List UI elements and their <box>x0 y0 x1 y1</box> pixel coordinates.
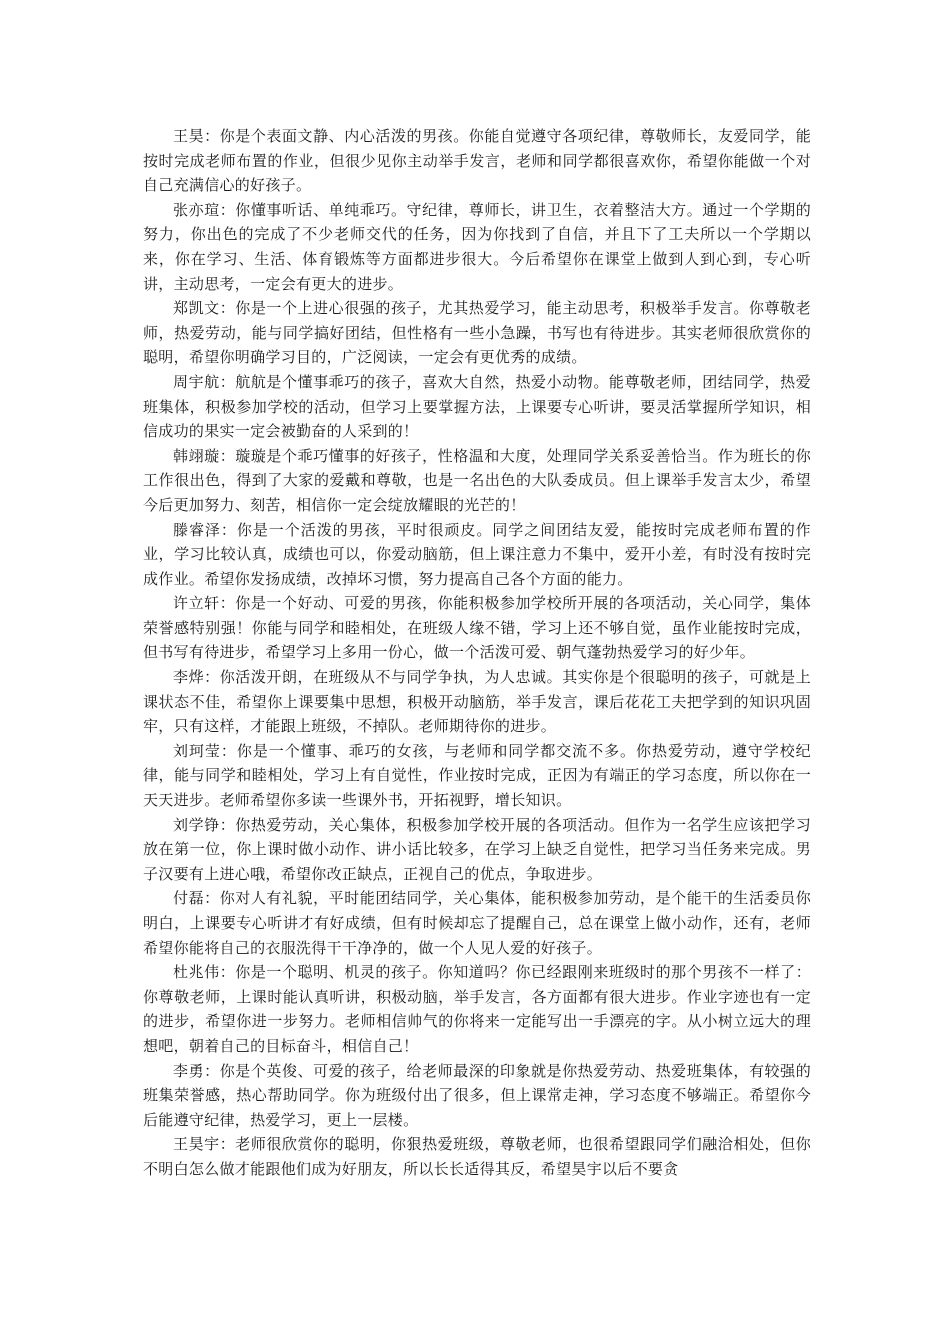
comment-text: 你是个表面文静、内心活泼的男孩。你能自觉遵守各项纪律，尊敬师长，友爱同学，能按时完成老师布置的作业，但很少见你主动举手发言，老师和同学都很喜欢你，希望你能做一个对自己充满信心的好孩子。 <box>143 127 811 195</box>
comment-text: 你是一个懂事、乖巧的女孩，与老师和同学都交流不多。你热爱劳动，遵守学校纪律，能与同学和睦相处，学习上有自觉性，作业按时完成，正因为有端正的学习态度，所以你在一天天进步。老师希望你多读一些课外书，开拓视野，增长知识。 <box>143 741 811 810</box>
comment-text: 你是一个聪明、机灵的孩子。你知道吗？你已经跟刚来班级时的那个男孩不一样了：你尊敬老师，上课时能认真听讲，积极动脑，举手发言，各方面都有很大进步。作业字迹也有一定的进步，希望你进一步努力。老师相信帅气的你将来一定能写出一手漂亮的字。从小树立远大的理想吧，朝着自己的目标奋斗，相信自己！ <box>143 963 811 1055</box>
comment-text: 航航是个懂事乖巧的孩子，喜欢大自然，热爱小动物。能尊敬老师，团结同学，热爱班集体，积极参加学校的活动，但学习上要掌握方法，上课要专心听讲，要灵活掌握所学知识，相信成功的果实一定会被勤奋的人采到的！ <box>143 372 811 441</box>
comment-paragraph: 张亦瑄：你懂事听话、单纯乖巧。守纪律，尊师长，讲卫生，衣着整洁大方。通过一个学期的努力，你出色的完成了不少老师交代的任务，因为你找到了自信，并且下了工夫所以一个学期以来，你在学习、生活、体育锻炼等方面都进步很大。今后希望你在课堂上做到人到心到，专心听讲，主动思考，一定会有更大的进步。 <box>143 200 811 293</box>
student-name: 许立轩 <box>173 594 220 613</box>
comment-text: 你活泼开朗，在班级从不与同学争执，为人忠诚。其实你是个很聪明的孩子，可就是上课状态不佳，希望你上课要集中思想，积极开动脑筋，举手发言，课后花花工夫把学到的知识巩固牢，只有这样，才能跟上班级，不掉队。老师期待你的进步。 <box>143 668 811 736</box>
student-name: 李勇 <box>173 1061 205 1080</box>
comment-paragraph: 王昊：你是个表面文静、内心活泼的男孩。你能自觉遵守各项纪律，尊敬师长，友爱同学，能按时完成老师布置的作业，但很少见你主动举手发言，老师和同学都很喜欢你，希望你能做一个对自己充满信心的好孩子。 <box>143 127 811 195</box>
student-name: 杜兆伟 <box>173 963 220 982</box>
student-name: 刘学铮 <box>173 815 220 834</box>
comment-text: 老师很欣赏你的聪明，你狠热爱班级，尊敬老师，也很希望跟同学们融洽相处，但你不明白怎么做才能跟他们成为好朋友，所以长长适得其反，希望昊宇以后不要贪 <box>143 1135 811 1178</box>
student-name: 周宇航 <box>173 372 220 391</box>
comment-text: 你热爱劳动，关心集体，积极参加学校开展的各项活动。但作为一名学生应该把学习放在第一位，你上课时做小动作、讲小话比较多，在学习上缺乏自觉性，把学习当任务来完成。男子汉要有上进心哦，希望你改正缺点，正视自己的优点，争取进步。 <box>143 815 811 883</box>
student-name: 王昊宇 <box>173 1135 220 1154</box>
student-name: 张亦瑄 <box>173 200 220 219</box>
comment-paragraph: 付磊：你对人有礼貌，平时能团结同学，关心集体，能积极参加劳动，是个能干的生活委员你明白，上课要专心听讲才有好成绩，但有时候却忘了提醒自己，总在课堂上做小动作，还有，老师希望你能将自己的衣服洗得干干净净的，做一个人见人爱的好孩子。 <box>143 889 811 957</box>
comment-paragraph: 李烨：你活泼开朗，在班级从不与同学争执，为人忠诚。其实你是个很聪明的孩子，可就是上课状态不佳，希望你上课要集中思想，积极开动脑筋，举手发言，课后花花工夫把学到的知识巩固牢，只有这样，才能跟上班级，不掉队。老师期待你的进步。 <box>143 668 811 736</box>
comment-paragraph: 周宇航：航航是个懂事乖巧的孩子，喜欢大自然，热爱小动物。能尊敬老师，团结同学，热爱班集体，积极参加学校的活动，但学习上要掌握方法，上课要专心听讲，要灵活掌握所学知识，相信成功的果实一定会被勤奋的人采到的！ <box>143 372 811 441</box>
comment-paragraph: 韩翊璇：璇璇是个乖巧懂事的好孩子，性格温和大度，处理同学关系妥善恰当。作为班长的你工作很出色，得到了大家的爱戴和尊敬，也是一名出色的大队委成员。但上课举手发言太少，希望今后更加努力、刻苦，相信你一定会绽放耀眼的光芒的！ <box>143 446 811 514</box>
student-name: 王昊 <box>173 127 205 145</box>
student-name: 李烨 <box>173 668 205 687</box>
student-name: 郑凯文 <box>173 299 220 318</box>
student-name: 刘珂莹 <box>173 741 221 760</box>
student-name: 付磊 <box>173 889 205 908</box>
comment-text: 你懂事听话、单纯乖巧。守纪律，尊师长，讲卫生，衣着整洁大方。通过一个学期的努力，你出色的完成了不少老师交代的任务，因为你找到了自信，并且下了工夫所以一个学期以来，你在学习、生活、体育锻炼等方面都进步很大。今后希望你在课堂上做到人到心到，专心听讲，主动思考，一定会有更大的进步。 <box>143 200 811 293</box>
comment-paragraph: 李勇：你是个英俊、可爱的孩子，给老师最深的印象就是你热爱劳动、热爱班集体，有较强的班集荣誉感，热心帮助同学。你为班级付出了很多，但上课常走神，学习态度不够端正。希望你今后能遵守纪律，热爱学习，更上一层楼。 <box>143 1061 811 1129</box>
comment-text: 你对人有礼貌，平时能团结同学，关心集体，能积极参加劳动，是个能干的生活委员你明白，上课要专心听讲才有好成绩，但有时候却忘了提醒自己，总在课堂上做小动作，还有，老师希望你能将自己的衣服洗得干干净净的，做一个人见人爱的好孩子。 <box>143 889 811 957</box>
comment-text: 你是一个上进心很强的孩子，尤其热爱学习，能主动思考，积极举手发言。你尊敬老师，热爱劳动，能与同学搞好团结，但性格有一些小急躁，书写也有待进步。其实老师很欣赏你的聪明，希望你明确学习目的，广泛阅读，一定会有更优秀的成绩。 <box>143 299 811 367</box>
comment-text: 璇璇是个乖巧懂事的好孩子，性格温和大度，处理同学关系妥善恰当。作为班长的你工作很出色，得到了大家的爱戴和尊敬，也是一名出色的大队委成员。但上课举手发言太少，希望今后更加努力、刻苦，相信你一定会绽放耀眼的光芒的！ <box>143 446 811 514</box>
comment-paragraph: 杜兆伟：你是一个聪明、机灵的孩子。你知道吗？你已经跟刚来班级时的那个男孩不一样了：你尊敬老师，上课时能认真听讲，积极动脑，举手发言，各方面都有很大进步。作业字迹也有一定的进步，希望你进一步努力。老师相信帅气的你将来一定能写出一手漂亮的字。从小树立远大的理想吧，朝着自己的目标奋斗，相信自己！ <box>143 963 811 1055</box>
comment-paragraph: 王昊宇：老师很欣赏你的聪明，你狠热爱班级，尊敬老师，也很希望跟同学们融洽相处，但你不明白怎么做才能跟他们成为好朋友，所以长长适得其反，希望昊宇以后不要贪 <box>143 1135 811 1178</box>
comment-paragraph: 许立轩：你是一个好动、可爱的男孩，你能积极参加学校所开展的各项活动，关心同学，集体荣誉感特别强！你能与同学和睦相处，在班级人缘不错，学习上还不够自觉，虽作业能按时完成，但书写有待进步，希望学习上多用一份心，做一个活泼可爱、朝气蓬勃热爱学习的好少年。 <box>143 594 811 662</box>
comment-paragraph: 郑凯文：你是一个上进心很强的孩子，尤其热爱学习，能主动思考，积极举手发言。你尊敬老师，热爱劳动，能与同学搞好团结，但性格有一些小急躁，书写也有待进步。其实老师很欣赏你的聪明，希望你明确学习目的，广泛阅读，一定会有更优秀的成绩。 <box>143 299 811 367</box>
document-body <box>143 124 811 1182</box>
comment-text: 你是个英俊、可爱的孩子，给老师最深的印象就是你热爱劳动、热爱班集体，有较强的班集荣誉感，热心帮助同学。你为班级付出了很多，但上课常走神，学习态度不够端正。希望你今后能遵守纪律，热爱学习，更上一层楼。 <box>143 1061 811 1129</box>
comment-text: 你是一个活泼的男孩，平时很顽皮。同学之间团结友爱，能按时完成老师布置的作业，学习比较认真，成绩也可以，你爱动脑筋，但上课注意力不集中，爱开小差，有时没有按时完成作业。希望你发扬成绩，改掉坏习惯，努力提高自己各个方面的能力。 <box>143 520 811 588</box>
comment-paragraph: 刘学铮：你热爱劳动，关心集体，积极参加学校开展的各项活动。但作为一名学生应该把学习放在第一位，你上课时做小动作、讲小话比较多，在学习上缺乏自觉性，把学习当任务来完成。男子汉要有上进心哦，希望你改正缺点，正视自己的优点，争取进步。 <box>143 815 811 883</box>
comment-paragraph: 滕睿泽：你是一个活泼的男孩，平时很顽皮。同学之间团结友爱，能按时完成老师布置的作业，学习比较认真，成绩也可以，你爱动脑筋，但上课注意力不集中，爱开小差，有时没有按时完成作业。希望你发扬成绩，改掉坏习惯，努力提高自己各个方面的能力。 <box>143 520 811 588</box>
student-name: 韩翊璇 <box>173 446 220 465</box>
comment-text: 你是一个好动、可爱的男孩，你能积极参加学校所开展的各项活动，关心同学，集体荣誉感特别强！你能与同学和睦相处，在班级人缘不错，学习上还不够自觉，虽作业能按时完成，但书写有待进步，希望学习上多用一份心，做一个活泼可爱、朝气蓬勃热爱学习的好少年。 <box>143 594 811 662</box>
comment-paragraph: 刘珂莹：你是一个懂事、乖巧的女孩，与老师和同学都交流不多。你热爱劳动，遵守学校纪律，能与同学和睦相处，学习上有自觉性，作业按时完成，正因为有端正的学习态度，所以你在一天天进步。老师希望你多读一些课外书，开拓视野，增长知识。 <box>143 741 811 810</box>
student-name: 滕睿泽 <box>173 520 221 539</box>
